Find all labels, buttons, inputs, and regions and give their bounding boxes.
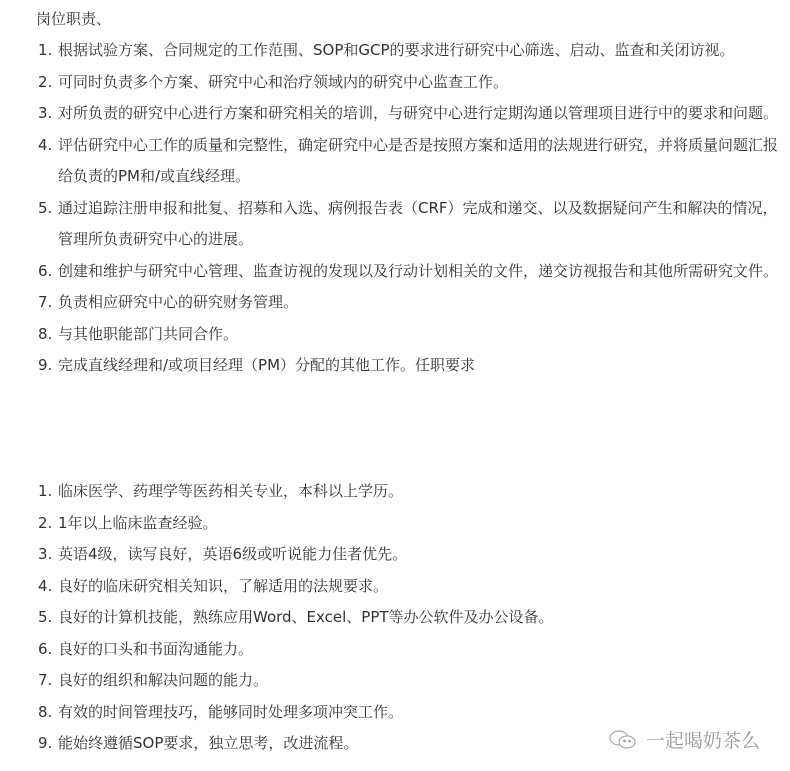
item-number: 5. [38,608,53,626]
list-item [0,319,790,351]
item-number: 3. [38,104,53,122]
list-item [0,130,790,193]
item-text: 根据试验方案、合同规定的工作范围、SOP和GCP的要求进行研究中心筛选、启动、监查和关闭访视。 [58,41,735,59]
item-number: 2. [38,72,53,91]
item-number: 7. [38,293,53,311]
section-heading: 岗位职责、 [36,10,112,28]
duties-list [0,35,790,382]
list-item [0,350,790,382]
item-number: 1. [38,41,53,59]
item-text: 完成直线经理和/或项目经理（PM）分配的其他工作。任职要求 [58,356,476,374]
list-item [0,539,790,571]
item-text: 良好的组织和解决问题的能力。 [58,671,269,689]
list-item [0,508,790,540]
item-number: 4. [38,576,53,595]
list-item [0,193,790,256]
watermark-text: 一起喝奶茶么 [646,730,761,752]
requirements-list [0,476,790,760]
item-number: 3. [38,545,53,563]
item-number: 7. [38,671,53,689]
item-text: 1年以上临床监查经验。 [58,513,218,532]
item-number: 9. [38,734,53,752]
list-item [0,35,790,67]
list-item [0,697,790,729]
item-number: 6. [38,261,53,280]
item-text: 与其他职能部门共同合作。 [58,324,239,343]
item-number: 8. [38,702,53,721]
item-number: 5. [38,198,53,217]
item-text: 能始终遵循SOP要求，独立思考，改进流程。 [58,734,359,752]
item-text: 临床医学、药理学等医药相关专业，本科以上学历。 [58,482,404,500]
item-number: 2. [38,513,53,532]
item-text: 可同时负责多个方案、研究中心和治疗领域内的研究中心监查工作。 [58,72,509,91]
list-item [0,476,790,508]
item-number: 6. [38,639,53,658]
item-text: 英语4级，读写良好，英语6级或听说能力佳者优先。 [58,545,408,563]
watermark [608,726,760,753]
item-text: 良好的口头和书面沟通能力。 [58,639,254,658]
list-item [0,287,790,319]
item-number: 1. [38,482,53,500]
list-item [0,98,790,130]
list-item [0,67,790,99]
wechat-icon [608,729,638,751]
item-text: 良好的临床研究相关知识，了解适用的法规要求。 [58,576,389,595]
item-text: 有效的时间管理技巧，能够同时处理多项冲突工作。 [58,702,404,721]
list-item [0,634,790,666]
item-number: 8. [38,324,53,343]
item-number: 4. [38,135,53,154]
list-item [0,665,790,697]
item-number: 9. [38,356,53,374]
item-text: 对所负责的研究中心进行方案和研究相关的培训，与研究中心进行定期沟通以管理项目进行中的要求和问题。 [58,104,779,122]
item-text: 负责相应研究中心的研究财务管理。 [58,293,299,311]
list-item [0,256,790,288]
item-text: 良好的计算机技能，熟练应用Word、Excel、PPT等办公软件及办公设备。 [58,608,554,626]
item-text: 通过追踪注册申报和批复、招募和入选、病例报告表（CRF）完成和递交、以及数据疑问产生和解决的情况，管理所负责研究中心的进展。 [58,198,778,248]
item-text: 创建和维护与研究中心管理、监查访视的发现以及行动计划相关的文件，递交访视报告和其他所需研究文件。 [58,261,779,280]
list-item [0,602,790,634]
list-item [0,571,790,603]
item-text: 评估研究中心工作的质量和完整性，确定研究中心是否是按照方案和适用的法规进行研究，并将质量问题汇报给负责的PM和/或直线经理。 [58,135,779,185]
